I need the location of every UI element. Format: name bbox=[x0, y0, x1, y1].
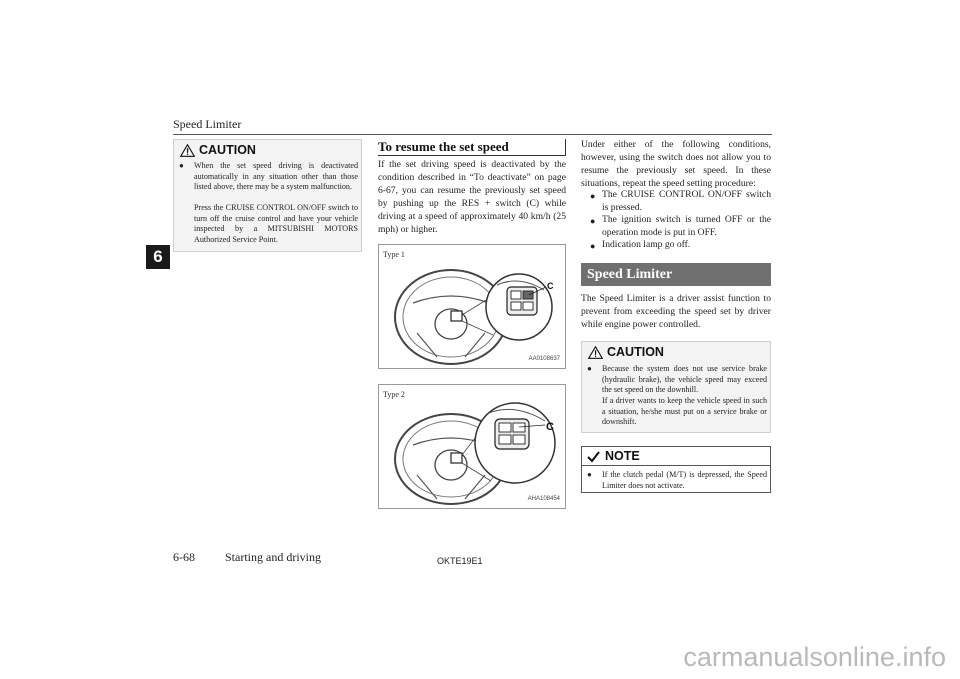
bullet-item: The ignition switch is turned OFF or the operation mode is put in OFF. bbox=[602, 214, 771, 238]
note-check-icon bbox=[586, 450, 601, 463]
section-tab: 6 bbox=[146, 245, 170, 269]
resume-heading: To resume the set speed bbox=[378, 139, 509, 154]
figure-type-2 bbox=[378, 384, 566, 509]
right-intro: Under either of the following conditions, however, using the switch does not allow you to resume the previously set speed. In these situations, repeat the speed setting procedure: bbox=[581, 139, 771, 189]
note-box bbox=[581, 446, 771, 493]
footer-section-title: Starting and driving bbox=[225, 550, 321, 564]
watermark: carmanualsonline.info bbox=[683, 642, 946, 672]
figure-type-1 bbox=[378, 244, 566, 369]
bullet-item: The CRUISE CONTROL ON/OFF switch is pressed. bbox=[602, 189, 771, 213]
caution-item-text-2: If a driver wants to keep the vehicle speed in such a situation, he/she must put on a service brake or downshift. bbox=[602, 396, 767, 427]
caution-item-text-2: Press the CRUISE CONTROL ON/OFF switch to turn off the cruise control and have your vehicle inspected by a MITSUBISHI MOTORS Authorized Service Point. bbox=[194, 203, 358, 244]
caution-header bbox=[588, 345, 664, 359]
callout-c: C bbox=[547, 281, 554, 291]
figure-label: Type 1 bbox=[383, 250, 405, 259]
bullet-icon: ● bbox=[179, 161, 184, 170]
running-header-title: Speed Limiter bbox=[173, 117, 242, 131]
bullet-icon: ● bbox=[590, 191, 596, 201]
bullet-icon: ● bbox=[590, 241, 596, 251]
caution-heading: CAUTION bbox=[607, 345, 664, 359]
steering-wheel-illustration bbox=[379, 385, 565, 508]
page-number: 6-68 bbox=[173, 550, 195, 564]
steering-wheel-illustration bbox=[379, 245, 565, 368]
speed-limiter-description: The Speed Limiter is a driver assist function to prevent from exceeding the speed set by driver while engine power controlled. bbox=[581, 293, 771, 330]
heading-rule bbox=[378, 155, 566, 156]
bullet-icon: ● bbox=[587, 364, 592, 373]
warning-triangle-icon bbox=[180, 144, 195, 157]
caution-heading: CAUTION bbox=[199, 143, 256, 157]
note-header bbox=[586, 449, 640, 463]
document-code: OKTE19E1 bbox=[437, 556, 483, 566]
figure-code: AA0108637 bbox=[528, 356, 560, 362]
section-banner: Speed Limiter bbox=[581, 263, 771, 286]
caution-item-text: When the set speed driving is deactivated automatically in any situation other than those listed above, there may be a system malfunction. bbox=[194, 161, 358, 192]
callout-c: C bbox=[546, 421, 554, 433]
heading-rule-end bbox=[565, 139, 566, 156]
figure-code: AHA108454 bbox=[527, 496, 560, 502]
header-rule bbox=[173, 134, 772, 135]
bullet-icon: ● bbox=[587, 470, 592, 479]
caution-item-text: Because the system does not use service brake (hydraulic brake), the vehicle speed may exceed the set speed on the downhill. bbox=[602, 364, 767, 395]
warning-triangle-icon bbox=[588, 346, 603, 359]
caution-header bbox=[180, 143, 256, 157]
note-heading: NOTE bbox=[605, 449, 640, 463]
note-divider bbox=[582, 465, 770, 466]
note-item-text: If the clutch pedal (M/T) is depressed, the Speed Limiter does not activate. bbox=[602, 470, 767, 490]
bullet-item: Indication lamp go off. bbox=[602, 239, 691, 250]
caution-box-right bbox=[581, 341, 771, 433]
bullet-icon: ● bbox=[590, 216, 596, 226]
figure-label: Type 2 bbox=[383, 390, 405, 399]
caution-box-left bbox=[173, 139, 362, 252]
resume-body: If the set driving speed is deactivated by the condition described in “To deactivate” on page 6-67, you can resume the previously set speed by pushing up the RES + switch (C) while driving at a speed of approximately 40 km/h (25 mph) or higher. bbox=[378, 159, 566, 235]
